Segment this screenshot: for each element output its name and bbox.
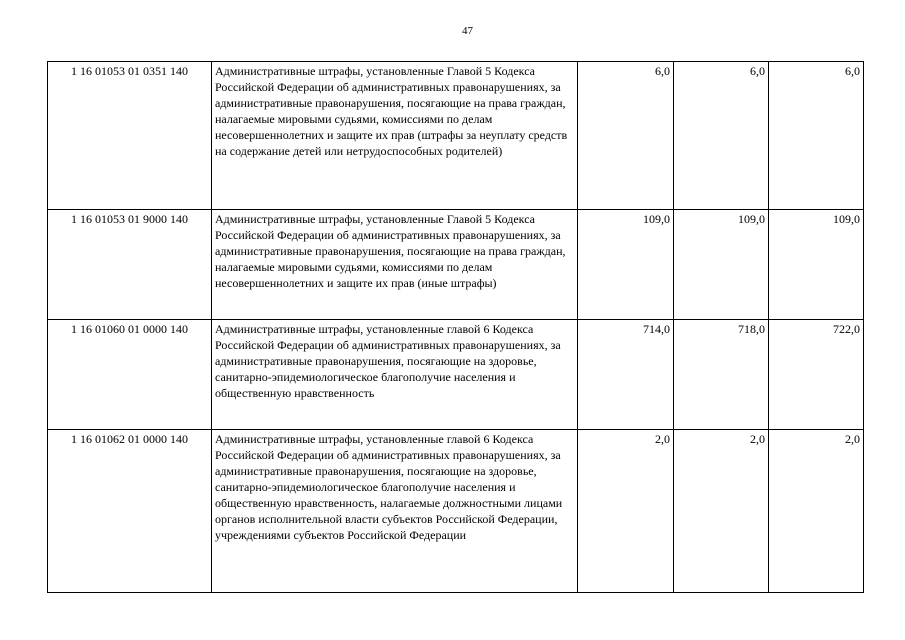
description-text: Административные штрафы, установленные Главой 5 Кодекса Российской Федерации об административных правонарушениях, за административные правонарушения, посягающие на права граждан, налагаемые мировыми судьями, комиссиями по делам несовершеннолетних и защите их прав (иные штрафы)	[215, 212, 566, 290]
value-year-2: 6,0	[674, 62, 769, 210]
description-text: Административные штрафы, установленные главой 6 Кодекса Российской Федерации об административных правонарушениях, за административные правонарушения, посягающие на здоровье, санитарно-эпидемиологическое благополучие населения и общественную нравственность, налагаемые должностными лицами органов исполнительной власти субъектов Российской Федерации, учреждениями субъектов Российской Федерации	[215, 432, 563, 542]
table-row	[48, 320, 864, 430]
description-text: Административные штрафы, установленные Главой 5 Кодекса Российской Федерации об административных правонарушениях, за административные правонарушения, посягающие на права граждан, налагаемые мировыми судьями, комиссиями по делам несовершеннолетних и защите их прав (штрафы за неуплату средств на содержание детей или нетрудоспособных родителей)	[215, 64, 568, 158]
description-text: Административные штрафы, установленные главой 6 Кодекса Российской Федерации об административных правонарушениях, за административные правонарушения, посягающие на здоровье, санитарно-эпидемиологическое благополучие населения и общественную нравственность	[215, 322, 561, 400]
value-year-1: 2,0	[578, 430, 674, 593]
value-year-3: 109,0	[769, 210, 864, 320]
value-year-2: 109,0	[674, 210, 769, 320]
value-year-1: 109,0	[578, 210, 674, 320]
page-number: 47	[462, 25, 473, 37]
budget-code: 1 16 01053 01 9000 140	[48, 210, 212, 320]
value-year-3: 722,0	[769, 320, 864, 430]
budget-code: 1 16 01060 01 0000 140	[48, 320, 212, 430]
value-year-3: 6,0	[769, 62, 864, 210]
value-year-3: 2,0	[769, 430, 864, 593]
budget-code: 1 16 01053 01 0351 140	[48, 62, 212, 210]
value-year-2: 2,0	[674, 430, 769, 593]
row-description	[212, 430, 578, 593]
table-row	[48, 210, 864, 320]
value-year-1: 6,0	[578, 62, 674, 210]
row-description	[212, 210, 578, 320]
value-year-2: 718,0	[674, 320, 769, 430]
table-row	[48, 62, 864, 210]
revenue-table	[47, 61, 864, 593]
row-description	[212, 62, 578, 210]
value-year-1: 714,0	[578, 320, 674, 430]
table-row	[48, 430, 864, 593]
row-description	[212, 320, 578, 430]
budget-code: 1 16 01062 01 0000 140	[48, 430, 212, 593]
